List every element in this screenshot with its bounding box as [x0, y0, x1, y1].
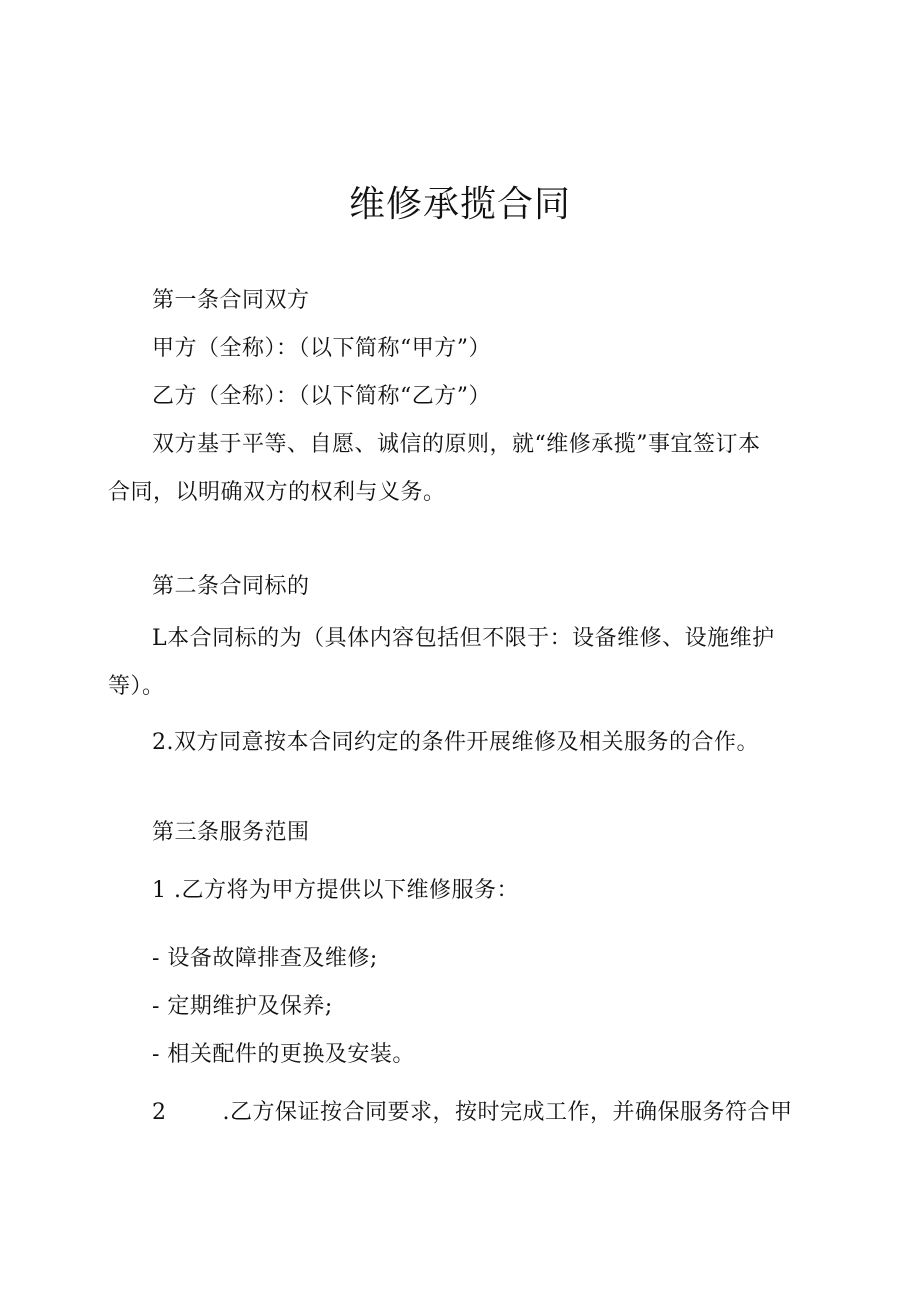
section-3-item-1: 1 .乙方将为甲方提供以下维修服务： — [152, 878, 519, 903]
section-3-bullet-1: - 设备故障排查及维修; — [152, 946, 378, 971]
section-2-heading: 第二条合同标的 — [152, 574, 310, 599]
section-3-bullet-3: - 相关配件的更换及安装。 — [152, 1042, 415, 1067]
section-3-item-2-number: 2 — [152, 1100, 167, 1125]
section-1-line-party-a: 甲方（全称）：（以下简称“甲方”） — [152, 336, 491, 361]
section-2-item-1-line-1: L本合同标的为（具体内容包括但不限于：设备维修、设施维护 — [152, 626, 775, 651]
section-3-bullet-2: - 定期维护及保养; — [152, 994, 333, 1019]
section-2-item-2: 2.双方同意按本合同约定的条件开展维修及相关服务的合作。 — [152, 730, 759, 755]
section-3-item-2 — [152, 1098, 793, 1128]
section-1-paragraph-line-2: 合同，以明确双方的权利与义务。 — [108, 480, 446, 505]
section-3-heading: 第三条服务范围 — [152, 820, 310, 845]
section-1-line-party-b: 乙方（全称）：（以下简称“乙方”） — [152, 384, 491, 409]
section-3-item-2-text: .乙方保证按合同要求，按时完成工作，并确保服务符合甲 — [222, 1100, 793, 1125]
section-1-paragraph-line-1: 双方基于平等、自愿、诚信的原则，就“维修承揽”事宜签订本 — [152, 432, 761, 457]
document-title: 维修承揽合同 — [348, 184, 571, 225]
section-1-heading: 第一条合同双方 — [152, 288, 310, 313]
section-2-item-1-line-2: 等）。 — [108, 674, 165, 699]
